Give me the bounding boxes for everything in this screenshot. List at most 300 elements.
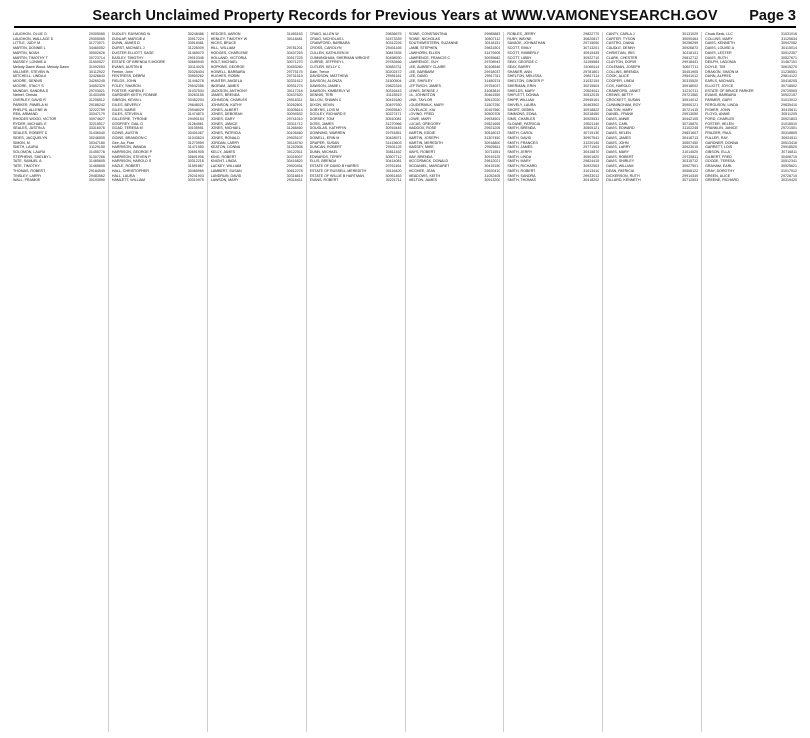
owner-name: LOVELACE, KIA [408, 107, 436, 112]
property-id: 30711551 [484, 149, 501, 154]
owner-name: SEAY, GEORGE C [507, 60, 538, 65]
property-id: 30919125 [484, 154, 501, 159]
property-id: 30926873 [682, 46, 699, 51]
owner-name: MAY, BRENDA [408, 154, 433, 159]
owner-name: DAVIDSON, MATTHEW [309, 74, 349, 79]
property-id: 31415603 [385, 140, 402, 145]
owner-name: GILES, STEVEN A [111, 112, 143, 117]
owner-name: SHELTON, GINGER P [507, 79, 544, 84]
owner-name: HICKS, BRUCE [210, 41, 237, 46]
property-id: 31236551 [781, 69, 797, 74]
property-id: 31500527 [88, 60, 105, 65]
property-id: 31032154 [583, 79, 600, 84]
property-id: 29541012 [682, 74, 699, 79]
listing-column [307, 32, 406, 732]
owner-name: FENTRESS, DEBRA [111, 74, 146, 79]
owner-name: THOMAS, ROBERT [13, 168, 46, 173]
property-id: 29921205 [484, 126, 501, 131]
property-id: 29715050 [583, 41, 600, 46]
property-id: 30116420 [385, 168, 402, 173]
owner-name: SLOANE, PATRICIA [507, 121, 540, 126]
owner-name: CUNNINGHAM, ROY [606, 102, 641, 107]
owner-name: Gee, Au, Fran [111, 140, 135, 145]
property-id: 30518013 [484, 131, 501, 136]
owner-name: GIBSON, ELLA [705, 149, 730, 154]
property-id: 31065114 [583, 65, 600, 70]
owner-name: Fenton, John [111, 69, 133, 74]
property-id: 30512015 [583, 93, 600, 98]
owner-name: LAWRENCE, FRANCIS C [408, 55, 451, 60]
owner-name: EVANS, ROBERT [309, 178, 339, 183]
property-id: 30716811 [781, 149, 797, 154]
property-id: 31083819 [484, 88, 501, 93]
owner-name: HUGHES, ROBIN [210, 74, 240, 79]
owner-name: SEALES, ROBERT D [13, 131, 48, 136]
owner-name: KNIGHT, LINDA [210, 159, 237, 164]
owner-name: GRAHAM, EARL [705, 164, 733, 169]
owner-name: LAWHORN, ELLEN [408, 50, 441, 55]
property-id: 29184545 [88, 168, 105, 173]
property-id: 31016510 [781, 121, 797, 126]
owner-name: MARTIN, NOAH [13, 50, 40, 55]
owner-name: DAVIS, ANNIE [606, 116, 630, 121]
owner-name: JONES, PATRICIA [210, 131, 241, 136]
property-id: 30721415 [682, 107, 699, 112]
owner-name: MARTIN, EDDIE [408, 131, 436, 136]
owner-name: JONES, ALBERT [210, 107, 239, 112]
property-id: 30112922 [89, 69, 105, 74]
property-id: 30437253 [286, 50, 303, 55]
property-id: 30923015 [682, 145, 699, 150]
owner-name: SMITH, CAROL [507, 131, 533, 136]
owner-name: GRAY, DOROTHY [705, 168, 735, 173]
owner-name: DUDLEY, RAYMOND W [111, 32, 151, 36]
property-id: 31479905 [484, 50, 501, 55]
property-id: 30315712 [682, 159, 699, 164]
property-id: 30922710 [583, 55, 600, 60]
property-id: 29822316 [385, 83, 402, 88]
owner-name: DILLON, SHAWN D [309, 98, 342, 103]
property-id: 31220140 [583, 140, 600, 145]
property-id: 30106460 [286, 131, 303, 136]
owner-name: INGRAM, JAMES [210, 83, 240, 88]
owner-name: DAVIS, MARY [606, 149, 630, 154]
owner-name: LEE, AUBREY CLAIRE [408, 65, 446, 70]
owner-name: MELTON, JAMES [408, 178, 438, 183]
property-id: 30316443 [385, 88, 402, 93]
listing-column [109, 32, 208, 732]
owner-name: DAVIS, LARRY [606, 145, 631, 150]
owner-name: FLOYD, ANNIE [705, 112, 730, 117]
owner-name: FRAZIER, PAUL [705, 131, 732, 136]
property-id: 31307266 [88, 154, 105, 159]
owner-name: GREEN, ALICE [705, 173, 731, 178]
owner-name: DUNN, ALFRED [705, 74, 732, 79]
owner-name: DOBYNS, LOIS M [309, 107, 339, 112]
owner-name: GIBSON, KEVIN L [111, 98, 142, 103]
property-id: 30316007 [286, 154, 303, 159]
property-id: 30918822 [583, 107, 600, 112]
owner-name: CLAYTON, DORIS [606, 60, 637, 65]
owner-name: Dale, Trevor [309, 69, 330, 74]
property-id: 30318805 [781, 131, 797, 136]
property-id: 30326404 [187, 69, 204, 74]
owner-name: GARDNER, DONNA [705, 140, 739, 145]
property-id: 31591867 [187, 164, 204, 169]
owner-name: SMITH, DAVID [507, 135, 532, 140]
property-id: 30512020 [484, 98, 501, 103]
property-id: 30408715 [781, 154, 797, 159]
owner-name: WALL, FRANKIE [13, 178, 41, 183]
property-id: 29925611 [484, 145, 501, 150]
property-id: 30718502 [781, 83, 797, 88]
property-id: 30620817 [583, 36, 600, 41]
property-id: 30312226 [385, 41, 402, 46]
property-id: 29521655 [484, 121, 501, 126]
owner-name: GILBERT, FRED [705, 154, 732, 159]
property-id: 30612278 [286, 168, 303, 173]
listing-entry [606, 178, 698, 183]
property-id: 30108546 [484, 65, 501, 70]
property-id: 29490154 [187, 116, 204, 121]
owner-name: ESTATE OF DAVID B HARRIS [309, 164, 359, 169]
property-id: 31242508 [286, 145, 303, 150]
owner-name: DOOLEY, RICHARD E [309, 112, 346, 117]
property-id: 30507450 [682, 140, 699, 145]
owner-name: HENLEY, TIMOTHY W [210, 36, 248, 41]
property-id: 29703021 [88, 88, 105, 93]
owner-name: DUNN, JAMES D [111, 41, 140, 46]
owner-name: MCCORMICK, DONALD [408, 159, 449, 164]
owner-name: DORSEY, TOM [309, 116, 335, 121]
property-id: 30416820 [286, 159, 303, 164]
property-id: 29725505 [781, 88, 797, 93]
owner-name: SMITH, JERRY [507, 149, 533, 154]
owner-name: PARKER, PAMELA M [13, 102, 48, 107]
property-id: 30415150 [484, 164, 501, 169]
owner-name: Chuck Beck, LLC [705, 32, 733, 36]
owner-name: CREWS, BETTY [606, 93, 634, 98]
property-id: 31014520 [682, 149, 699, 154]
property-id: 29781201 [286, 46, 303, 51]
owner-name: LINK, TAYLOR [408, 98, 433, 103]
property-id: 30497930 [385, 102, 402, 107]
property-id: 30583731 [385, 65, 402, 70]
property-id: 29726710 [781, 173, 797, 178]
owner-name: HEDGES, AARON [210, 32, 241, 36]
property-id: 30507712 [385, 154, 402, 159]
owner-name: ELLIOTT, JOYCE [705, 83, 734, 88]
property-id: 31270959 [187, 140, 204, 145]
owner-name: SIMS, CHARLES [507, 116, 536, 121]
property-id: 30312216 [187, 159, 204, 164]
property-id: 30415180 [385, 98, 402, 103]
property-id: 30615270 [781, 65, 797, 70]
property-id: 30215504 [583, 83, 600, 88]
owner-name: HILL, WILLIAM [210, 46, 236, 51]
owner-name: LIL, JOHNSTON [408, 93, 436, 98]
property-id: 30117218 [286, 88, 303, 93]
owner-name: MAYS, ROBERT [408, 149, 436, 154]
property-id: 32222759 [88, 107, 105, 112]
owner-name: DEAN, PATRICIA [606, 168, 635, 173]
property-id: 30713201 [583, 46, 600, 51]
property-id: 30925621 [781, 164, 797, 169]
property-id: 30511205 [781, 112, 797, 117]
owner-name: DAVIS, CARL [606, 121, 629, 126]
property-id: 30167560 [484, 107, 501, 112]
property-id: 30218450 [583, 112, 600, 117]
owner-name: CAUDLE, DENNY [606, 46, 636, 51]
owner-name: SHANER, ANN [507, 69, 532, 74]
property-id: 30319420 [781, 178, 797, 183]
property-id: 30221711 [385, 178, 402, 183]
property-id: 29822770 [583, 32, 600, 36]
owner-name: COX, HAROLD [606, 83, 632, 88]
property-id: 30256299 [682, 41, 699, 46]
owner-name: DAVIS, WILLIAM [606, 164, 634, 169]
property-id: 29831501 [484, 46, 501, 51]
property-id: 29914340 [682, 173, 699, 178]
property-id: 29925540 [385, 107, 402, 112]
owner-name: MASSEY, MIKE [408, 145, 434, 150]
owner-name: CANTY, CARLA J [606, 32, 635, 36]
property-id: 31210711 [682, 88, 699, 93]
owner-name: SIMMONS, EDNA [507, 112, 537, 117]
owner-name: DOWNING, WARREN [309, 131, 346, 136]
property-id: 30415870 [583, 149, 600, 154]
property-id: 30723714 [88, 55, 105, 60]
owner-name: CRAIG, ALLEN W [309, 32, 339, 36]
owner-name: DAWSON, JAMIE L [309, 83, 342, 88]
property-id: 32426643 [88, 74, 105, 79]
listing-columns [10, 32, 800, 732]
property-id: 29918520 [781, 145, 797, 150]
owner-name: DRAPER, SUSAN [309, 140, 339, 145]
property-id: 30347179 [88, 112, 105, 117]
owner-name: CROCKETT, SUSAN [606, 98, 640, 103]
header-rule [14, 26, 796, 28]
owner-name: LACKEY, WILLIAM [210, 164, 242, 169]
owner-name: DAVIS, LESTER [705, 50, 732, 55]
property-id: 31226009 [187, 46, 204, 51]
property-id: 31206512 [88, 98, 105, 103]
property-id: 31507250 [484, 102, 501, 107]
owner-name: SMITH, MARY [507, 159, 531, 164]
property-id: 29917311 [484, 74, 501, 79]
owner-name: JACKSON, ANTHONY [210, 88, 248, 93]
property-id: 29783466 [385, 60, 402, 65]
owner-name: ROBLES, JERRY [507, 32, 536, 36]
owner-name: GOAD, TERESA M [111, 126, 143, 131]
property-id: 29754037 [484, 83, 501, 88]
property-id: 30505121 [583, 126, 600, 131]
owner-name: GARDNER KEITH, RONNIE [111, 93, 158, 98]
owner-name: STEPHENS, SHELBY L [13, 154, 52, 159]
owner-name: SCOTT, LIBBY [507, 55, 532, 60]
owner-name: EDWARDS, TERRY [309, 154, 342, 159]
page-number: Page 3 [749, 8, 796, 24]
owner-name: JOHNSON, KATHY [210, 102, 243, 107]
listing-entry [13, 178, 105, 183]
property-id: 30712503 [682, 178, 699, 183]
property-id: 30665940 [187, 60, 204, 65]
property-id: 29925107 [286, 135, 303, 140]
property-id: 30114025 [188, 65, 204, 70]
owner-name: EVANS, BARBARA [705, 93, 737, 98]
owner-name: LOUDERMILK, MARY [408, 102, 445, 107]
property-id: 30115014 [781, 46, 797, 51]
property-id: 30922503 [583, 164, 600, 169]
property-id: 31102245 [682, 126, 699, 131]
owner-name: TATE, SAMUEL A [13, 159, 42, 164]
property-id: 29524511 [583, 88, 600, 93]
owner-name: MOORE, DENNIS [13, 79, 43, 84]
listing-entry [112, 178, 204, 183]
owner-name: FOLEY, SHARON [111, 83, 141, 88]
property-id: 30202472 [385, 69, 402, 74]
owner-name: MCDANIEL, MARGARET [408, 164, 450, 169]
owner-name: Nebrel, Christa [13, 93, 37, 98]
listing-column [702, 32, 800, 732]
owner-name: CURRIE, JEFFREY L [309, 60, 345, 65]
property-id: 30500705 [484, 112, 501, 117]
property-id: 30418205 [781, 79, 797, 84]
owner-name: DAVIS, ROBERT [606, 154, 634, 159]
owner-name: DEILPH, LADONIA [705, 60, 736, 65]
owner-name: LAUGHON, WALLACE D [13, 36, 54, 41]
owner-name: JAMES, BRENDA [210, 93, 240, 98]
property-id: 30918002 [682, 83, 699, 88]
owner-name: ROWE, CONSTANTINA [408, 32, 448, 36]
property-id: 30913200 [484, 178, 501, 183]
property-id: 29918037 [484, 69, 501, 74]
owner-name: DENNIS, TERI [309, 93, 334, 98]
property-id: 30442105 [682, 116, 699, 121]
property-id: 31043624 [187, 135, 204, 140]
page-header [14, 6, 796, 24]
owner-name: SMITH, RICHARD [507, 164, 537, 169]
owner-name: CRAWFORD, BARBARA [309, 41, 350, 46]
property-id: 29918441 [682, 60, 699, 65]
property-id: 29948029 [187, 107, 204, 112]
owner-name: JONES, JANICE [210, 121, 238, 126]
owner-name: FULLER, RAY [705, 135, 729, 140]
property-id: 30510081 [385, 116, 402, 121]
owner-name: LEE, SHIRLEY [408, 79, 433, 84]
listing-column [208, 32, 307, 732]
owner-name: SEAY, BARRY [507, 65, 531, 70]
owner-name: LAWSON, MARY [210, 178, 239, 183]
owner-name: HODGES, CHARLENE [210, 50, 248, 55]
owner-name: CRAWFORD, JANET [606, 88, 641, 93]
property-id: 31480374 [484, 79, 501, 84]
owner-name: DOYLE, TIM [705, 65, 726, 70]
property-id: 31052405 [484, 173, 501, 178]
property-id: 30502626 [88, 50, 105, 55]
owner-name: SHERMAN, ERIN [507, 83, 536, 88]
page-title: Search Unclaimed Property Records for Previous Years at WWW.VAMONEYSEARCH.GOV [92, 8, 718, 24]
property-id: 29831607 [682, 131, 699, 136]
property-id: 30912357 [781, 50, 797, 55]
owner-name: DAVIS, RUTH [705, 55, 728, 60]
owner-name: CLARK, CHESTER [606, 55, 638, 60]
property-id: 29920410 [484, 168, 501, 173]
owner-name: FOSTER, HELEN [705, 121, 734, 126]
owner-name: SHIVELY, LAURA [507, 102, 536, 107]
owner-name: FARMER, GARY [705, 98, 733, 103]
listing-entry [310, 178, 402, 183]
owner-name: KING, ROBERT [210, 154, 237, 159]
property-id: 29542356 [187, 83, 204, 88]
owner-name: Melody Dawn Wood, Melody Dawn [13, 65, 69, 70]
listing-column [504, 32, 603, 732]
owner-name: DAWSON, KIMBERLY W [309, 88, 350, 93]
property-id: 31500504 [385, 79, 402, 84]
property-id: 30347180 [88, 140, 105, 145]
owner-name: CHRISTIAN, IRIS [606, 50, 635, 55]
property-id: 30715870 [682, 121, 699, 126]
property-id: 30315520 [682, 79, 699, 84]
property-id: 30921803 [781, 116, 797, 121]
property-id: 31436040 [88, 131, 105, 136]
owner-name: DAVIS, JAMES [606, 135, 631, 140]
property-id: 29951181 [385, 74, 402, 79]
owner-name: TATE, TIMOTHY [13, 164, 40, 169]
property-id: 30071270 [286, 60, 303, 65]
property-id: 29751851 [385, 131, 402, 136]
property-id: 30691905 [187, 149, 204, 154]
owner-name: SHIFLETT, DONNA [507, 93, 539, 98]
property-id: 29305065 [88, 32, 105, 36]
owner-name: MUNDAY, SANDRA D [13, 88, 49, 93]
owner-name: HAMLETT, WILLIAM [111, 178, 146, 183]
owner-name: EARLS, MICHAEL [705, 79, 735, 84]
owner-name: COOPER, LINDA [606, 79, 635, 84]
property-id: 30105951 [187, 126, 204, 131]
owner-name: MITCHELL, LINDA A [13, 74, 47, 79]
property-id: 31467151 [781, 60, 797, 65]
owner-name: SMITH, JAMES [507, 145, 533, 150]
property-id: 31446278 [187, 79, 204, 84]
owner-name: SIDES, JACQUELYN [13, 135, 48, 140]
owner-name: ESTATE OF BRENDA S MOORE [111, 60, 166, 65]
property-id: 30118131 [682, 50, 699, 55]
owner-name: ESTATE OF RUSSELL MEREDITH [309, 168, 367, 173]
owner-name: ELLIS, BRENDA [309, 159, 337, 164]
owner-name: LEFTWICH, JAMES [408, 83, 441, 88]
property-id: 29945161 [583, 98, 600, 103]
property-id: 31403495 [88, 93, 105, 98]
property-id: 34260245 [88, 79, 105, 84]
property-id: 29933012 [583, 173, 600, 178]
property-id: 31125634 [781, 36, 797, 41]
owner-name: GILES, MARIE [111, 107, 136, 112]
property-id: 29771503 [583, 145, 600, 150]
property-id: 30508122 [682, 168, 699, 173]
owner-name: EVANS, AUSTIN B [111, 65, 143, 70]
property-id: 31773071 [88, 41, 105, 46]
property-id: 30935682 [484, 55, 501, 60]
owner-name: MILLNER, STEVEN W [13, 69, 50, 74]
property-id: 30514012 [682, 98, 699, 103]
property-id: 30428971 [385, 135, 402, 140]
property-id: 29648021 [187, 102, 204, 107]
property-id: 30917224 [187, 36, 204, 41]
owner-name: DAVISON, ALONZA [309, 79, 342, 84]
owner-name: CRAIG, NICHOLAS L [309, 36, 345, 41]
owner-name: SMITH, ROBERT [507, 168, 536, 173]
